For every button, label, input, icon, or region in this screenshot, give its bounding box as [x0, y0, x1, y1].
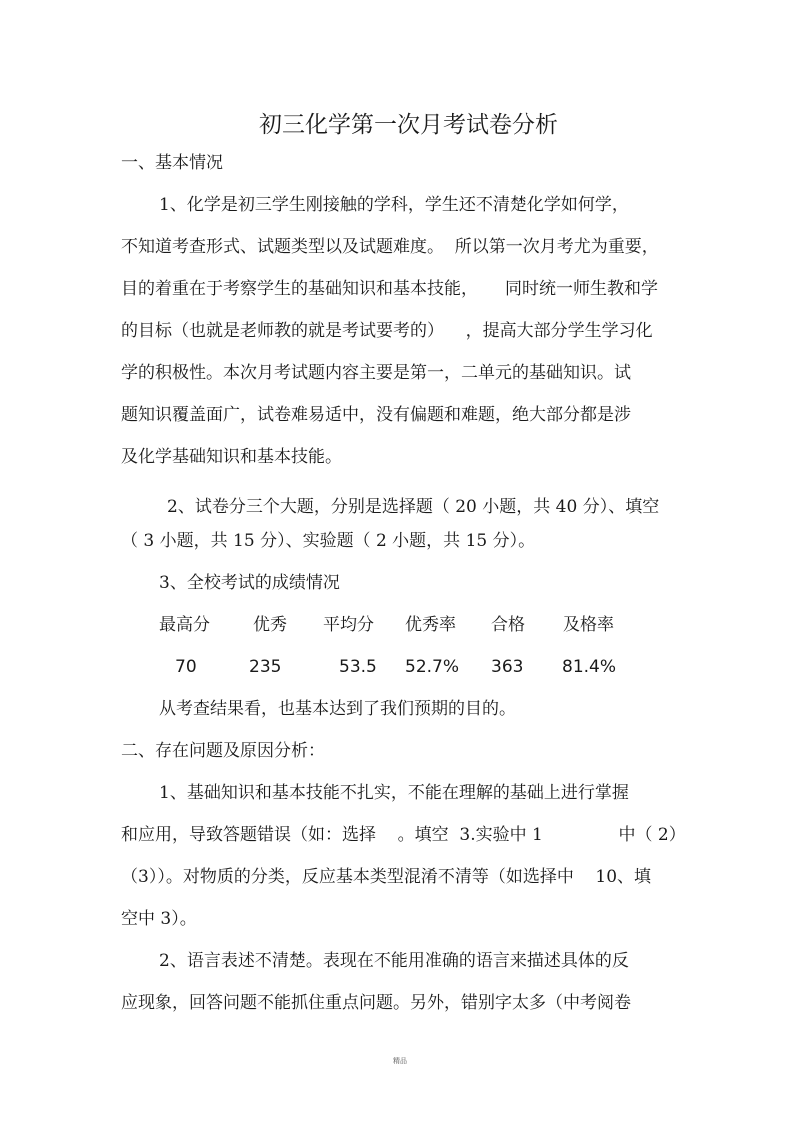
section2-para1-line2: 和应用，导致答题错误（如：选择 。填空 3.实验中 1 中（ 2）: [121, 825, 686, 845]
section1-para1-line1: 1、化学是初三学生刚接触的学科，学生还不清楚化学如何学，: [159, 195, 629, 215]
section1-para2-line1: 2、试卷分三个大题，分别是选择题（ 20 小题，共 40 分）、填空: [167, 497, 660, 517]
score-header-qualified: 合格: [491, 615, 525, 635]
score-header-pass-rate: 及格率: [563, 615, 614, 635]
score-value-pass-rate: 81.4%: [562, 657, 617, 677]
score-header-excellent-rate: 优秀率: [405, 615, 456, 635]
section1-para1-line7: 及化学基础知识和基本技能。: [121, 447, 342, 467]
score-value-excellent: 235: [249, 657, 282, 677]
section1-para1-line3: 目的着重在于考察学生的基础知识和基本技能， 同时统一师生教和学: [121, 279, 659, 299]
section1-para1-line2: 不知道考查形式、试题类型以及试题难度。 所以第一次月考尤为重要，: [121, 237, 659, 257]
section2-para2-line1: 2、语言表述不清楚。表现在不能用准确的语言来描述具体的反: [159, 951, 629, 971]
section1-para3: 3、全校考试的成绩情况: [159, 573, 340, 593]
score-value-excellent-rate: 52.7%: [405, 657, 460, 677]
section2-para1-line1: 1、基础知识和基本技能不扎实，不能在理解的基础上进行掌握: [159, 783, 629, 803]
score-header-average: 平均分: [323, 615, 374, 635]
page-footer: 精品: [393, 1057, 407, 1065]
section1-para1-line4: 的目标（也就是老师教的就是考试要考的） ，提高大部分学生学习化: [121, 321, 653, 341]
section2-para1-line4: 空中 3）。: [121, 909, 197, 929]
section1-conclusion: 从考查结果看，也基本达到了我们预期的目的。: [159, 699, 516, 719]
section1-heading: 一、基本情况: [121, 153, 223, 173]
score-header-max: 最高分: [159, 615, 210, 635]
section2-heading: 二、存在问题及原因分析：: [121, 741, 325, 761]
section2-para2-line2: 应现象，回答问题不能抓住重点问题。另外，错别字太多（中考阅卷: [121, 993, 631, 1013]
score-value-max: 70: [175, 657, 197, 677]
score-value-average: 53.5: [339, 657, 377, 677]
section1-para1-line5: 学的积极性。本次月考试题内容主要是第一，二单元的基础知识。试: [121, 363, 631, 383]
section1-para2-line2: （ 3 小题，共 15 分）、实验题（ 2 小题，共 15 分）。: [121, 531, 536, 551]
document-title: 初三化学第一次月考试卷分析: [259, 112, 558, 138]
section2-para1-line3: （3））。对物质的分类，反应基本类型混淆不清等（如选择中 10、填: [121, 867, 652, 887]
score-header-excellent: 优秀: [253, 615, 287, 635]
score-value-qualified: 363: [491, 657, 524, 677]
section1-para1-line6: 题知识覆盖面广，试卷难易适中，没有偏题和难题，绝大部分都是涉: [121, 405, 631, 425]
